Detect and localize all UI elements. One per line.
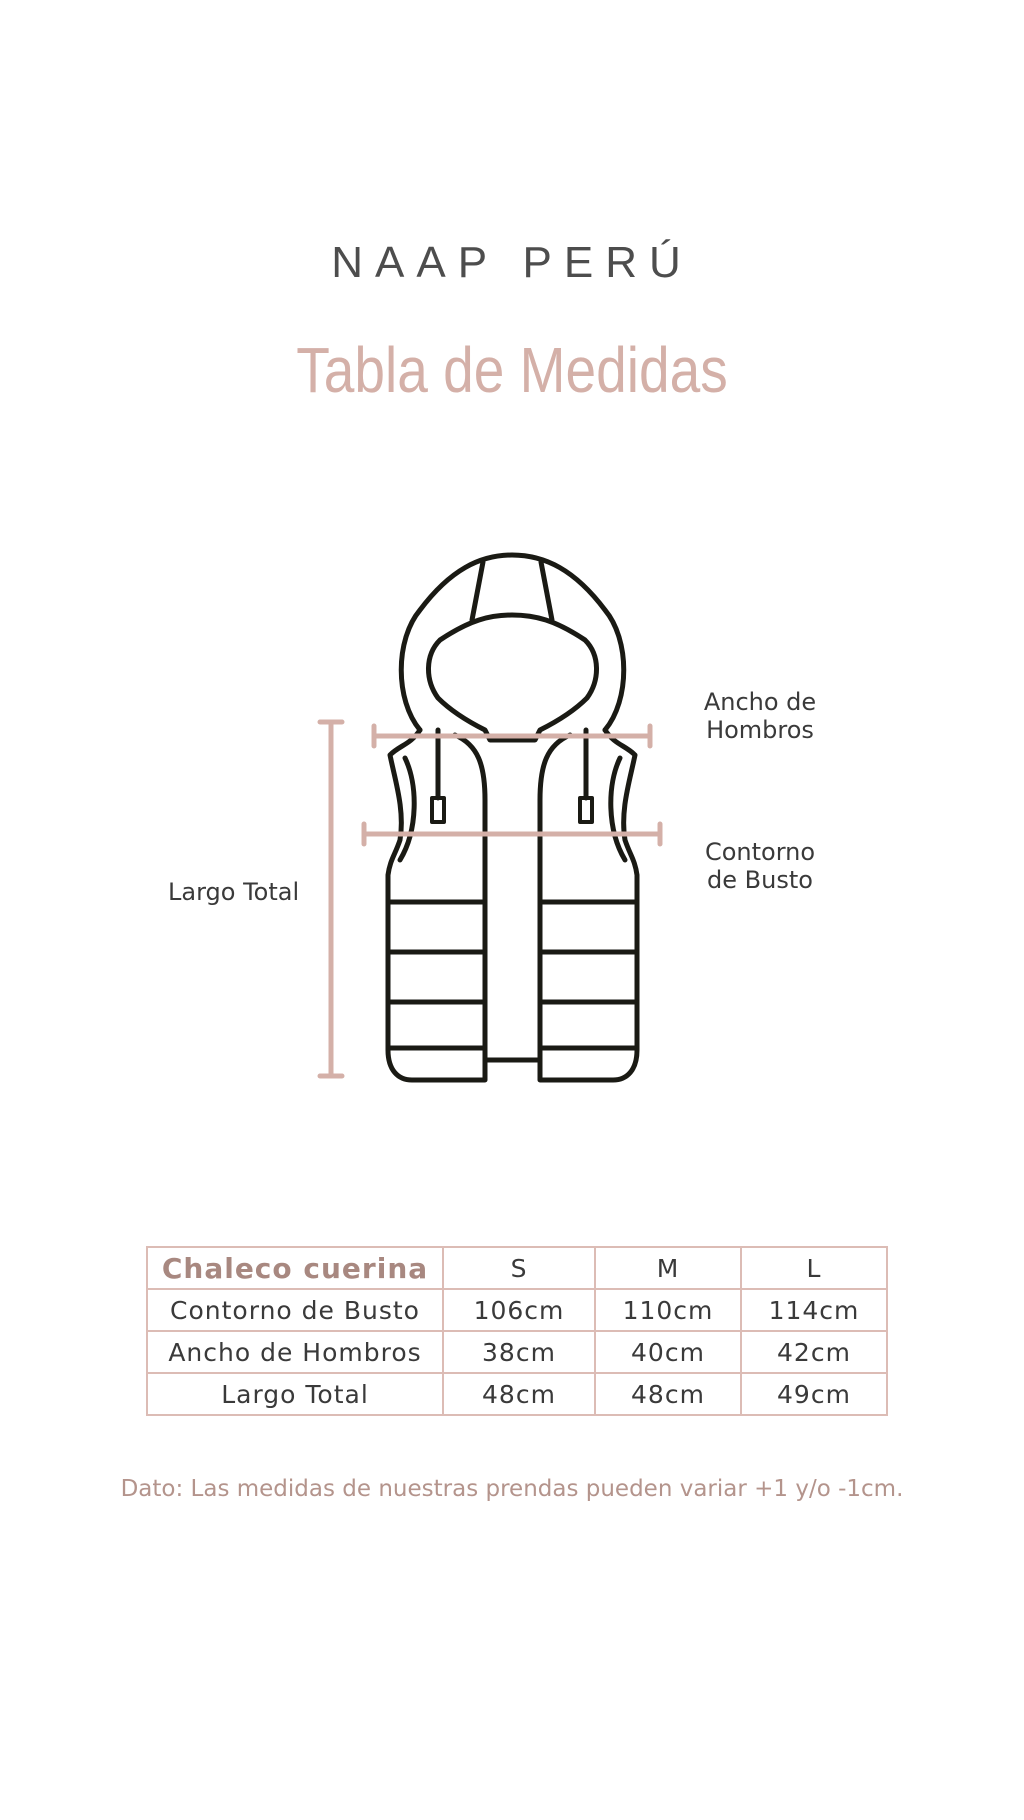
- size-table: [146, 1246, 888, 1416]
- cell-value: 110cm: [595, 1289, 741, 1331]
- table-row: [147, 1289, 887, 1331]
- cell-value: 42cm: [741, 1331, 887, 1373]
- shoulder-width-label: [690, 688, 830, 744]
- cell-value: 48cm: [595, 1373, 741, 1415]
- cell-value: 106cm: [443, 1289, 595, 1331]
- length-measure: [320, 722, 342, 1076]
- cell-value: 40cm: [595, 1331, 741, 1373]
- product-name: Chaleco cuerina: [147, 1247, 443, 1289]
- shoulder-label-line2: Hombros: [706, 716, 814, 744]
- cell-value: 48cm: [443, 1373, 595, 1415]
- total-length-label: Largo Total: [168, 878, 300, 906]
- cell-value: 49cm: [741, 1373, 887, 1415]
- table-header-row: [147, 1247, 887, 1289]
- size-header-s: S: [443, 1247, 595, 1289]
- brand-name: NAAP PERÚ: [331, 238, 693, 287]
- page-title: Tabla de Medidas: [296, 334, 728, 406]
- table-row: [147, 1373, 887, 1415]
- bust-label-line1: Contorno: [704, 838, 816, 866]
- vest-illustration: [0, 530, 1024, 1090]
- table-row: [147, 1331, 887, 1373]
- bust-contour-label: [690, 838, 830, 894]
- cell-value: 114cm: [741, 1289, 887, 1331]
- garment-diagram: [0, 530, 1024, 1090]
- row-label: Contorno de Busto: [147, 1289, 443, 1331]
- row-label: Largo Total: [147, 1373, 443, 1415]
- bust-label-line2: de Busto: [707, 866, 813, 894]
- size-header-m: M: [595, 1247, 741, 1289]
- row-label: Ancho de Hombros: [147, 1331, 443, 1373]
- size-header-l: L: [741, 1247, 887, 1289]
- shoulder-label-line1: Ancho de: [703, 688, 817, 716]
- hood-inner: [428, 615, 596, 740]
- measurement-note: Dato: Las medidas de nuestras prendas pueden variar +1 y/o -1cm.: [120, 1476, 904, 1502]
- cell-value: 38cm: [443, 1331, 595, 1373]
